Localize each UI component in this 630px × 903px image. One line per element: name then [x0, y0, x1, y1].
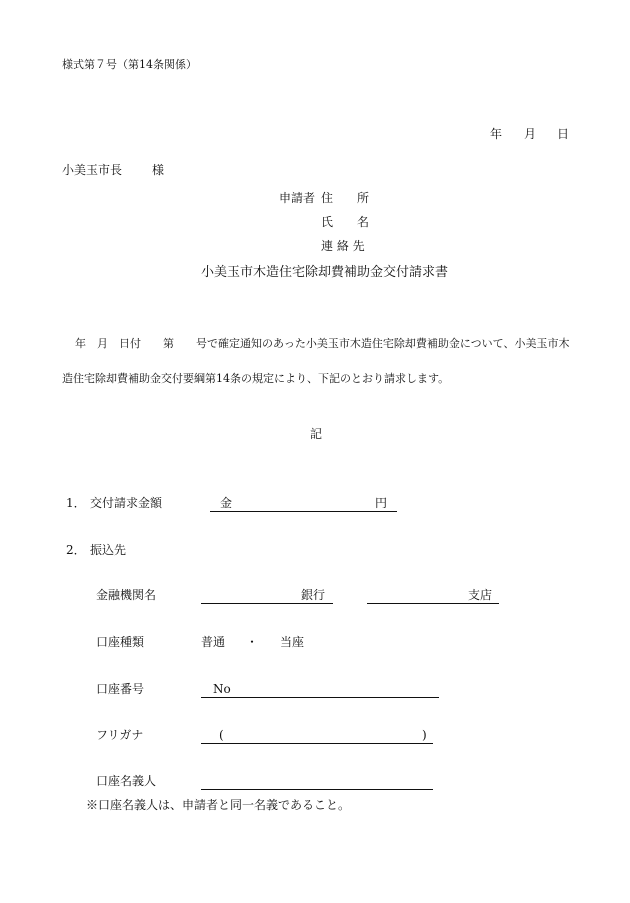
applicant-contact-label: 連 絡 先 — [321, 239, 365, 253]
furigana-paren-close: ) — [422, 728, 427, 742]
amount-field[interactable] — [210, 511, 397, 512]
account-number-field[interactable] — [201, 697, 439, 698]
applicant-name-label: 氏 名 — [321, 215, 370, 229]
furigana-paren-open: ( — [219, 728, 224, 742]
account-holder-label: 口座名義人 — [96, 774, 157, 788]
amount-suffix: 円 — [375, 496, 388, 510]
account-type-label: 口座種類 — [96, 635, 145, 649]
document-title: 小美玉市木造住宅除却費補助金交付請求書 — [201, 265, 449, 280]
date-day: 日 — [557, 127, 570, 141]
holder-note: ※口座名義人は、申請者と同一名義であること。 — [86, 798, 351, 812]
item-1-label: 交付請求金額 — [90, 496, 163, 510]
date-month: 月 — [524, 127, 537, 141]
item-2-number: 2． — [66, 543, 86, 557]
applicant-label: 申請者 — [279, 191, 316, 205]
amount-prefix: 金 — [220, 496, 233, 510]
account-holder-field[interactable] — [201, 789, 433, 790]
item-1-number: 1． — [66, 496, 86, 510]
addressee-honorific: 様 — [152, 163, 165, 177]
furigana-label: フリガナ — [96, 728, 144, 742]
ki-heading: 記 — [310, 427, 323, 441]
furigana-field[interactable] — [201, 743, 433, 744]
form-number: 様式第７号（第14条関係） — [62, 58, 197, 71]
account-number-label: 口座番号 — [96, 682, 145, 696]
addressee-mayor: 小美玉市長 — [62, 163, 123, 177]
date-year: 年 — [490, 127, 503, 141]
account-type-ordinary[interactable]: 普通 — [201, 635, 226, 649]
institution-label: 金融機関名 — [96, 588, 157, 602]
applicant-address-label: 住 所 — [321, 191, 370, 205]
item-2-label: 振込先 — [90, 543, 127, 557]
bank-name-field[interactable] — [201, 603, 333, 604]
account-number-prefix: No — [213, 682, 231, 696]
branch-suffix: 支店 — [468, 588, 493, 602]
body-line-2: 造住宅除却費補助金交付要綱第14条の規定により、下記のとおり請求します。 — [62, 372, 450, 385]
branch-name-field[interactable] — [367, 603, 499, 604]
account-type-current[interactable]: 当座 — [280, 635, 305, 649]
bank-suffix: 銀行 — [301, 588, 326, 602]
account-type-separator: ・ — [246, 635, 259, 649]
body-line-1: 年 月 日付 第 号で確定通知のあった小美玉市木造住宅除却費補助金について、小美玉市木 — [75, 337, 570, 350]
